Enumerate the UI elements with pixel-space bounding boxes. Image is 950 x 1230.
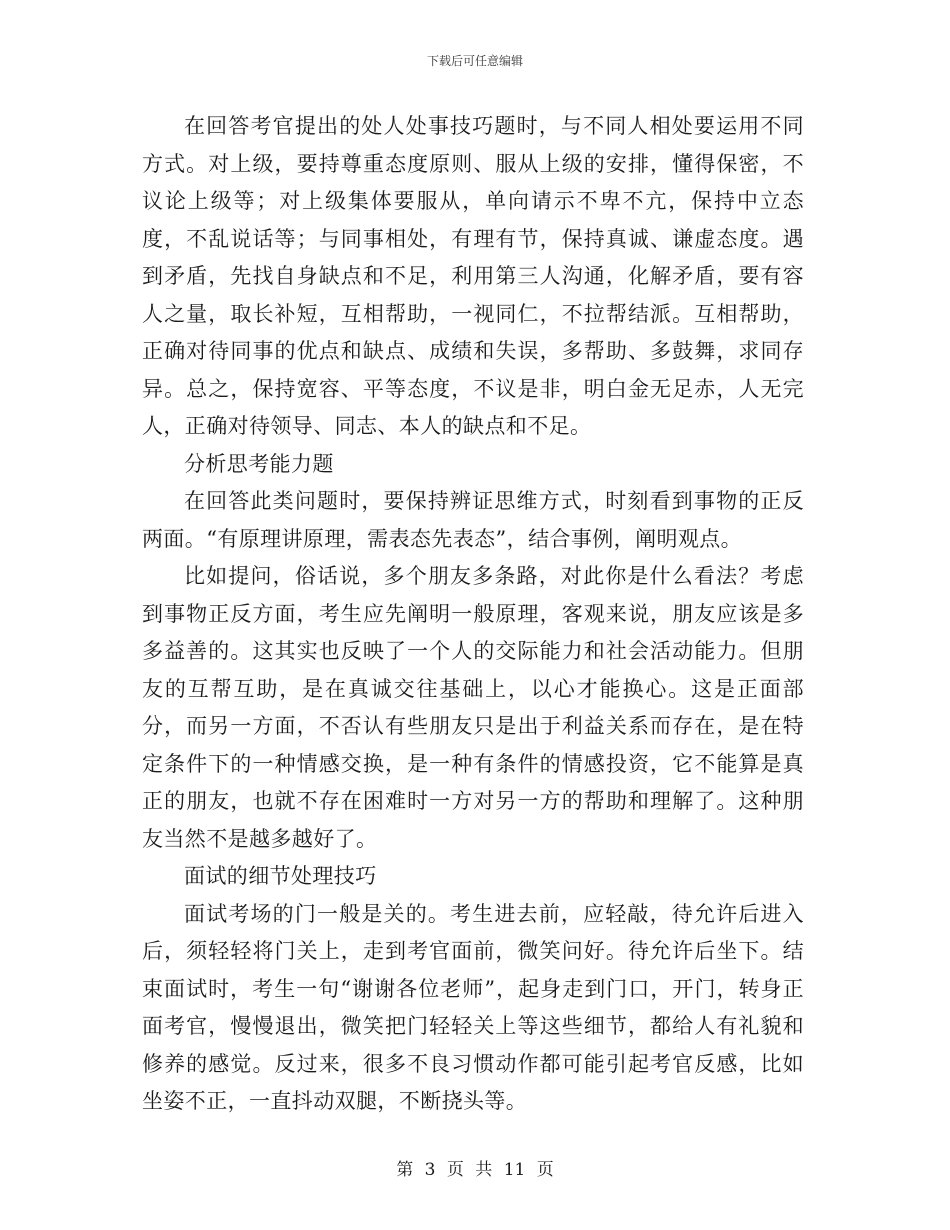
- paragraph-analysis-example: 比如提问，俗话说，多个朋友多条路，对此你是什么看法？考虑到事物正反方面，考生应先阐明一般原理，客观来说，朋友应该是多多益善的。这其实也反映了一个人的交际能力和社会活动能力。但朋友的互帮互助，是在真诚交往基础上，以心才能换心。这是正面部分，而另一方面，不否认有些朋友只是出于利益关系而存在，是在特定条件下的一种情感交换，是一种有条件的情感投资，它不能算是真正的朋友，也就不存在困难时一方对另一方的帮助和理解了。这种朋友当然不是越多越好了。: [142, 564, 804, 851]
- section-heading-details: 面试的细节处理技巧: [184, 864, 377, 888]
- paragraph-interpersonal-skills: 在回答考官提出的处人处事技巧题时，与不同人相处要运用不同方式。对上级，要持尊重态度原则、服从上级的安排，懂得保密，不议论上级等；对上级集体要服从，单向请示不卑不亢，保持中立态度，不乱说话等；与同事相处，有理有节，保持真诚、谦虚态度。遇到矛盾，先找自身缺点和不足，利用第三人沟通，化解矛盾，要有容人之量，取长补短，互相帮助，一视同仁，不拉帮结派。互相帮助，正确对待同事的优点和缺点、成绩和失误，多帮助、多鼓舞，求同存异。总之，保持宽容、平等态度，不议是非，明白金无足赤，人无完人，正确对待领导、同志、本人的缺点和不足。: [142, 114, 804, 438]
- page-header: 下载后可任意编辑: [426, 54, 523, 68]
- paragraph-details: 面试考场的门一般是关的。考生进去前，应轻敲，待允许后进入后，须轻轻将门关上，走到考官面前，微笑问好。待允许后坐下。结束面试时，考生一句“谢谢各位老师”，起身走到门口，开门，转身正面考官，慢慢退出，微笑把门轻轻关上等这些细节，都给人有礼貌和修养的感觉。反过来，很多不良习惯动作都可能引起考官反感，比如坐姿不正，一直抖动双腿，不断挠头等。: [142, 901, 804, 1113]
- section-heading-analysis: 分析思考能力题: [184, 451, 334, 476]
- paragraph-analysis-method: 在回答此类问题时，要保持辨证思维方式，时刻看到事物的正反两面。“有原理讲原理，需表态先表态”，结合事例，阐明观点。: [142, 489, 804, 551]
- document-body: [142, 108, 804, 1121]
- page-number-footer: 第 3 页 共 11 页: [396, 1160, 554, 1180]
